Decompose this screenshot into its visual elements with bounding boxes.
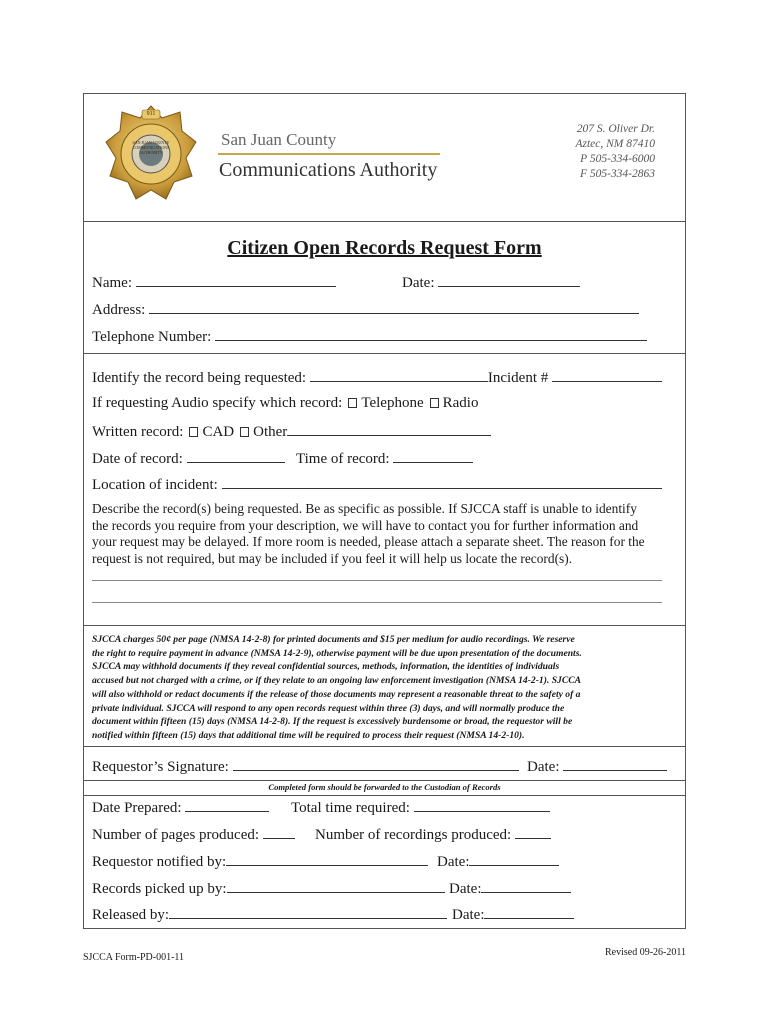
date-of-record-field[interactable] (92, 449, 285, 468)
notified-date-label: Date: (437, 854, 470, 870)
picked-up-field[interactable] (92, 879, 445, 898)
name-line[interactable] (136, 273, 336, 287)
address-city: Aztec, NM 87410 (575, 138, 655, 150)
describe-write-line-2[interactable] (92, 602, 662, 603)
time-of-record-line[interactable] (393, 449, 473, 463)
notified-date-line[interactable] (469, 852, 559, 866)
policy-line: document within fifteen (15) days (NMSA 14-2-8). If the request is excessively burdensome or broad, the requestor will be (92, 716, 573, 728)
section1-divider (84, 353, 685, 354)
other-option-label: Other (253, 424, 288, 440)
forward-note-divider (84, 795, 685, 796)
requestor-notified-line[interactable] (226, 852, 428, 866)
date-of-record-line[interactable] (187, 449, 285, 463)
revised-date: Revised 09-26-2011 (604, 947, 686, 958)
describe-line: Describe the record(s) being requested. Be as specific as possible. If SJCCA staff is unable to identify (92, 501, 637, 516)
name-label: Name: (92, 275, 132, 291)
address-line[interactable] (149, 300, 639, 314)
policy-line: accused but not charged with a crime, or if they relate to an ongoing law enforcement investigation (NMSA 14-2-1). SJCCA (92, 675, 582, 687)
date-prepared-line[interactable] (185, 798, 269, 812)
form-frame (83, 93, 686, 929)
form-title: Citizen Open Records Request Form (227, 237, 542, 259)
telephone-checkbox[interactable] (348, 398, 357, 408)
signature-field[interactable] (92, 757, 519, 776)
total-time-line[interactable] (414, 798, 550, 812)
policy-line: notified within fifteen (15) days that additional time will be required to process their request (NMSA 14-2-10). (92, 729, 525, 741)
org-name-divider (218, 153, 440, 155)
date-label: Date: (402, 275, 435, 291)
identify-field[interactable] (92, 368, 662, 387)
location-field[interactable] (92, 475, 662, 494)
section2-divider (84, 625, 685, 626)
county-seal (104, 104, 198, 204)
signature-divider (84, 780, 685, 781)
location-line[interactable] (222, 475, 662, 489)
picked-up-date-field[interactable] (449, 879, 571, 898)
picked-up-label: Records picked up by: (92, 881, 227, 897)
address-label: Address: (92, 302, 146, 318)
telephone-label: Telephone Number: (92, 329, 212, 345)
seal-ring-text: SAN JUAN COUNTY COMMUNICATIONS AUTHORITY (132, 140, 170, 155)
released-by-field[interactable] (92, 905, 447, 924)
address-phone: P 505-334-6000 (580, 153, 655, 165)
other-line[interactable] (287, 422, 491, 436)
date-line[interactable] (438, 273, 580, 287)
address-street: 207 S. Oliver Dr. (576, 123, 655, 135)
signature-date-label: Date: (527, 759, 560, 775)
pages-produced-line[interactable] (263, 825, 295, 839)
cad-checkbox[interactable] (189, 427, 198, 437)
total-time-label: Total time required: (291, 800, 410, 816)
radio-checkbox[interactable] (430, 398, 439, 408)
released-by-label: Released by: (92, 907, 170, 923)
identify-line[interactable] (310, 368, 488, 382)
policy-text (92, 633, 582, 743)
telephone-field[interactable] (92, 327, 647, 346)
address-field[interactable] (92, 300, 639, 319)
org-name-line1: San Juan County (221, 130, 337, 149)
cad-option-label: CAD (202, 424, 235, 440)
recordings-produced-field[interactable] (315, 825, 551, 844)
pages-produced-label: Number of pages produced: (92, 827, 260, 843)
policy-line: the right to require payment in advance (NMSA 14-2-9), otherwise payment will be due upon presentation of the documents. (92, 647, 582, 659)
date-field[interactable] (402, 273, 580, 292)
released-date-line[interactable] (484, 905, 574, 919)
signature-label: Requestor’s Signature: (92, 759, 229, 775)
policy-divider (84, 746, 685, 747)
time-of-record-label: Time of record: (296, 451, 390, 467)
policy-line: SJCCA may withhold documents if they reveal confidential sources, methods, information, the identities of individuals (92, 661, 560, 673)
seal-badge-text: 911 (146, 111, 156, 117)
signature-date-field[interactable] (527, 757, 667, 776)
released-date-label: Date: (452, 907, 485, 923)
policy-line: private individual. SJCCA will respond to any open records request within three (3) days, and will normally produce the (92, 702, 565, 714)
name-field[interactable] (92, 273, 336, 292)
signature-date-line[interactable] (563, 757, 667, 771)
telephone-option-label: Telephone (361, 395, 424, 411)
radio-option-label: Radio (442, 395, 479, 411)
picked-up-line[interactable] (227, 879, 445, 893)
telephone-line[interactable] (215, 327, 647, 341)
requestor-notified-label: Requestor notified by: (92, 854, 227, 870)
date-of-record-label: Date of record: (92, 451, 183, 467)
picked-up-date-line[interactable] (481, 879, 571, 893)
picked-up-date-label: Date: (449, 881, 482, 897)
location-label: Location of incident: (92, 477, 218, 493)
pages-produced-field[interactable] (92, 825, 295, 844)
notified-date-field[interactable] (437, 852, 559, 871)
describe-line: the records you require from your description, we will have to contact you for further information and (92, 517, 639, 533)
describe-instructions (92, 501, 645, 567)
recordings-produced-line[interactable] (515, 825, 551, 839)
policy-line: will also withhold or redact documents if the release of those documents may represent a reasonable threat to the safety of a (92, 688, 581, 700)
audio-label: If requesting Audio specify which record: (92, 395, 343, 411)
written-label: Written record: (92, 424, 184, 440)
incident-line[interactable] (552, 368, 662, 382)
released-date-field[interactable] (452, 905, 574, 924)
time-of-record-field[interactable] (296, 449, 473, 468)
identify-label: Identify the record being requested: (92, 370, 307, 386)
recordings-produced-label: Number of recordings produced: (315, 827, 512, 843)
signature-line[interactable] (233, 757, 519, 771)
forward-note: Completed form should be forwarded to the Custodian of Records (268, 782, 501, 792)
address-fax: F 505-334-2863 (579, 168, 655, 180)
date-prepared-label: Date Prepared: (92, 800, 182, 816)
describe-line: request is not required, but may be included if you feel it will help us locate the record(s). (92, 550, 573, 566)
policy-line: SJCCA charges 50¢ per page (NMSA 14-2-8) for printed documents and $15 per medium for audio recordings. We reserve (92, 634, 575, 645)
requestor-notified-field[interactable] (92, 852, 428, 871)
audio-field (92, 395, 478, 412)
released-by-line[interactable] (169, 905, 447, 919)
written-field (92, 422, 491, 441)
org-address (575, 122, 655, 182)
date-prepared-field[interactable] (92, 798, 269, 817)
describe-line: your request may be delayed. If more room is needed, please attach a separate sheet. The reason for the (92, 534, 645, 549)
form-id: SJCCA Form-PD-001-11 (83, 952, 185, 963)
other-checkbox[interactable] (240, 427, 249, 437)
incident-label: Incident # (487, 370, 549, 386)
describe-write-line-1[interactable] (92, 580, 662, 581)
header-divider (84, 221, 685, 222)
total-time-field[interactable] (291, 798, 550, 817)
org-name-line2: Communications Authority (219, 159, 438, 181)
